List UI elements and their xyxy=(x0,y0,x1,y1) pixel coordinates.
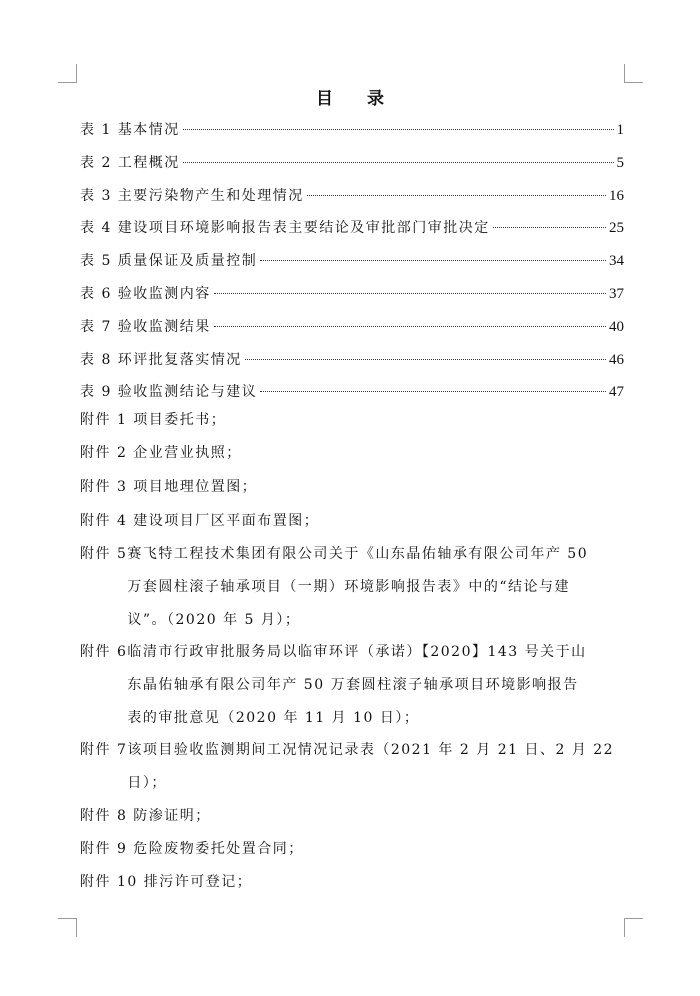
toc-page-number: 46 xyxy=(609,351,624,368)
toc-page-number: 16 xyxy=(609,187,624,204)
attachment-body xyxy=(127,734,624,800)
crop-mark-top-right xyxy=(624,64,643,83)
attachment-line: 日）； xyxy=(127,775,167,791)
attachment-line: 该项目验收监测期间工况情况记录表（2021 年 2 月 21 日、2 月 22 xyxy=(127,742,615,758)
toc-page-number: 37 xyxy=(609,285,624,302)
toc-row[interactable] xyxy=(80,151,624,184)
toc-row[interactable] xyxy=(80,118,624,151)
attachment-body xyxy=(127,636,624,735)
attachment-prefix: 附件 7 xyxy=(80,742,128,758)
attachment-9: 附件 9 危险废物委托处置合同； xyxy=(80,841,304,857)
attachment-line: 临清市行政审批服务局以临审环评（承诺）【2020】143 号关于山 xyxy=(127,644,587,660)
attachment-prefix: 附件 5 xyxy=(80,546,128,562)
toc-label: 表 6 验收监测内容 xyxy=(80,285,211,302)
toc-leader-dots xyxy=(307,195,606,196)
toc-page-number: 1 xyxy=(616,122,624,138)
toc-label: 表 7 验收监测结果 xyxy=(80,318,211,335)
toc-row[interactable] xyxy=(80,249,624,282)
toc-label: 表 4 建设项目环境影响报告表主要结论及审批部门审批决定 xyxy=(80,220,490,237)
toc-leader-dots xyxy=(214,293,606,294)
toc-label: 表 2 工程概况 xyxy=(80,154,180,171)
toc-row[interactable] xyxy=(80,348,624,381)
attachment-5 xyxy=(80,538,624,637)
attachment-2: 附件 2 企业营业执照； xyxy=(80,445,242,461)
page-title: 目 录 xyxy=(316,89,398,109)
attachment-body xyxy=(127,538,624,637)
attachment-prefix: 附件 6 xyxy=(80,644,128,660)
attachment-6 xyxy=(80,636,624,735)
toc-leader-dots xyxy=(493,227,606,228)
toc-label: 表 9 验收监测结论与建议 xyxy=(80,384,258,401)
attachment-line: 东晶佑轴承有限公司年产 50 万套圆柱滚子轴承项目环境影响报告 xyxy=(127,677,579,693)
attachment-3: 附件 3 项目地理位置图； xyxy=(80,479,258,495)
toc-leader-dots xyxy=(183,129,614,130)
toc-row[interactable] xyxy=(80,216,624,249)
toc-row[interactable] xyxy=(80,315,624,348)
toc-leader-dots xyxy=(260,391,606,392)
toc-label: 表 8 环评批复落实情况 xyxy=(80,351,242,368)
toc-page-number: 25 xyxy=(609,220,624,237)
attachment-line: 表的审批意见（2020 年 11 月 10 日）； xyxy=(127,710,420,726)
attachment-8: 附件 8 防渗证明； xyxy=(80,808,211,824)
crop-mark-bottom-left xyxy=(58,918,77,937)
toc-leader-dots xyxy=(214,326,606,327)
crop-mark-top-left xyxy=(58,64,77,83)
toc-label: 表 3 主要污染物产生和处理情况 xyxy=(80,187,304,204)
toc-row[interactable] xyxy=(80,282,624,315)
toc-label: 表 1 基本情况 xyxy=(80,122,180,138)
toc-label: 表 5 质量保证及质量控制 xyxy=(80,253,258,270)
toc-page-number: 5 xyxy=(616,154,624,171)
toc-row[interactable] xyxy=(80,184,624,217)
attachment-1: 附件 1 项目委托书； xyxy=(80,412,227,428)
toc-page-number: 40 xyxy=(609,318,624,335)
table-of-contents xyxy=(80,118,624,413)
toc-page-number: 47 xyxy=(609,384,624,401)
toc-leader-dots xyxy=(245,359,606,360)
crop-mark-bottom-right xyxy=(624,918,643,937)
attachment-10: 附件 10 排污许可登记； xyxy=(80,874,253,890)
attachment-7 xyxy=(80,734,624,800)
attachment-line: 议”。（2020 年 5 月）； xyxy=(127,612,301,628)
toc-page-number: 34 xyxy=(609,253,624,270)
attachment-line: 赛飞特工程技术集团有限公司关于《山东晶佑轴承有限公司年产 50 xyxy=(127,546,589,562)
toc-leader-dots xyxy=(260,260,606,261)
toc-leader-dots xyxy=(183,162,614,163)
attachment-line: 万套圆柱滚子轴承项目（一期）环境影响报告表》中的“结论与建 xyxy=(127,579,571,595)
attachment-4: 附件 4 建设项目厂区平面布置图； xyxy=(80,513,320,529)
